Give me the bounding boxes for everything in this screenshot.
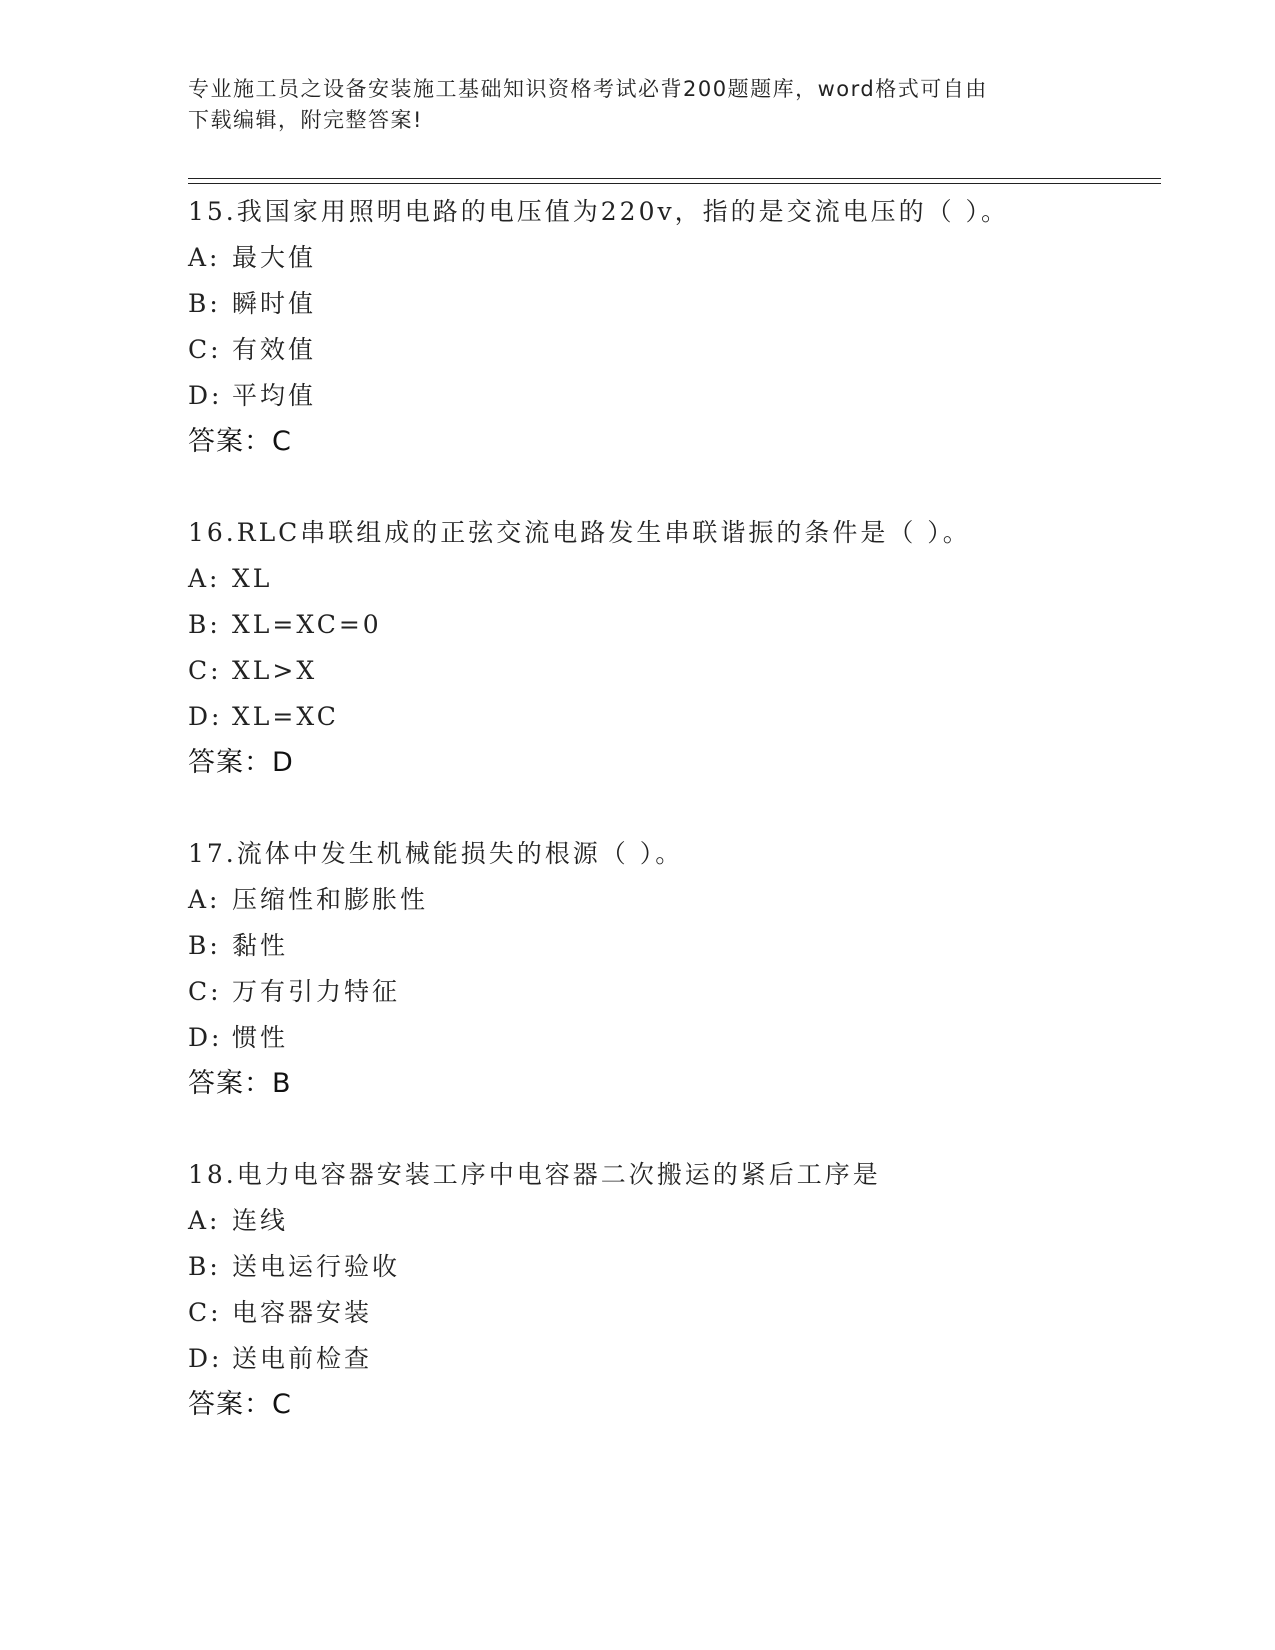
option-b [188, 923, 1168, 969]
option-b [188, 281, 1168, 327]
option-text: 电容器安装 [232, 1298, 373, 1327]
option-label: C: [188, 1298, 222, 1327]
option-d [188, 1336, 1168, 1382]
option-a [188, 556, 1168, 602]
question-18 [188, 1152, 1168, 1428]
option-label: B: [188, 289, 221, 318]
option-text: 平均值 [232, 381, 317, 410]
option-c [188, 1290, 1168, 1336]
option-d [188, 694, 1168, 740]
option-text: XL=XC=0 [232, 610, 382, 639]
option-a [188, 235, 1168, 281]
option-text: 黏性 [232, 931, 289, 960]
option-text: 瞬时值 [232, 289, 317, 318]
option-b [188, 602, 1168, 648]
option-d [188, 1015, 1168, 1061]
option-text: 最大值 [232, 243, 317, 272]
option-text: XL [232, 564, 273, 593]
answer: 答案：C [188, 426, 292, 457]
option-label: C: [188, 335, 222, 364]
question-17 [188, 831, 1168, 1107]
option-label: A: [188, 885, 221, 914]
option-label: C: [188, 656, 222, 685]
option-a [188, 1198, 1168, 1244]
option-label: D: [188, 1023, 223, 1052]
answer: 答案：C [188, 1389, 292, 1420]
option-text: 连线 [232, 1206, 289, 1235]
option-label: D: [188, 381, 223, 410]
option-c [188, 327, 1168, 373]
option-label: A: [188, 243, 221, 272]
option-label: D: [188, 1344, 223, 1373]
option-label: C: [188, 977, 222, 1006]
option-label: B: [188, 1252, 221, 1281]
question-text: 15.我国家用照明电路的电压值为220v，指的是交流电压的（ ）。 [188, 197, 1010, 226]
question-text: 17.流体中发生机械能损失的根源（ ）。 [188, 839, 684, 868]
question-text: 18.电力电容器安装工序中电容器二次搬运的紧后工序是 [188, 1160, 881, 1189]
option-d [188, 373, 1168, 419]
option-label: A: [188, 564, 221, 593]
option-text: XL>X [232, 656, 318, 685]
option-label: B: [188, 610, 221, 639]
option-c [188, 969, 1168, 1015]
option-text: 万有引力特征 [232, 977, 401, 1006]
option-text: 压缩性和膨胀性 [232, 885, 429, 914]
option-text: 有效值 [232, 335, 317, 364]
header-divider-top [188, 178, 1161, 179]
question-16 [188, 510, 1168, 786]
option-label: A: [188, 1206, 221, 1235]
header-line-1: 专业施工员之设备安装施工基础知识资格考试必背200题题库，word格式可自由 [188, 77, 988, 101]
document-header [188, 74, 1068, 136]
header-divider-bottom [188, 183, 1161, 184]
option-label: D: [188, 702, 223, 731]
option-b [188, 1244, 1168, 1290]
option-text: 送电前检查 [232, 1344, 373, 1373]
option-c [188, 648, 1168, 694]
option-a [188, 877, 1168, 923]
header-line-2: 下载编辑，附完整答案! [188, 108, 423, 132]
option-text: 送电运行验收 [232, 1252, 401, 1281]
question-text: 16.RLC串联组成的正弦交流电路发生串联谐振的条件是（ ）。 [188, 518, 971, 547]
answer: 答案：D [188, 747, 294, 778]
question-15 [188, 189, 1168, 465]
option-label: B: [188, 931, 221, 960]
answer: 答案：B [188, 1068, 292, 1099]
option-text: XL=XC [232, 702, 339, 731]
option-text: 惯性 [232, 1023, 289, 1052]
